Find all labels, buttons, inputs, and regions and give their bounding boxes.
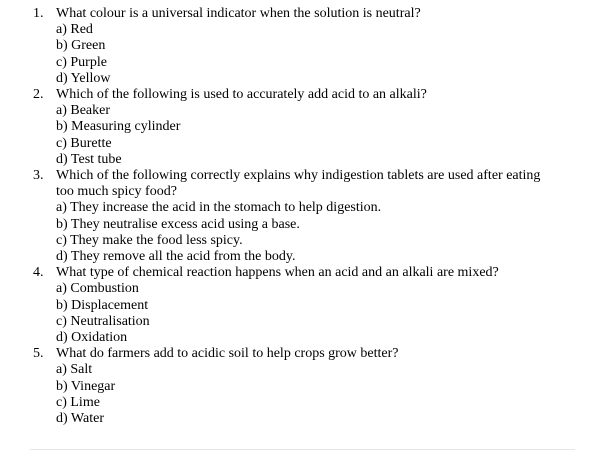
option-list — [0, 200, 602, 265]
option-a: a) Beaker — [56, 103, 111, 119]
option-a: a) Red — [56, 22, 93, 38]
option-d: d) They remove all the acid from the body. — [56, 249, 296, 265]
question-text: Which of the following is used to accurately add acid to an alkali? — [56, 87, 427, 103]
option-list — [0, 362, 602, 427]
option-a: a) Combustion — [56, 281, 139, 297]
option-d: d) Test tube — [56, 151, 122, 167]
option-b: b) Measuring cylinder — [56, 119, 181, 135]
question-number: 5. — [33, 346, 44, 362]
page-divider — [30, 449, 575, 450]
option-list — [0, 103, 602, 168]
question-5 — [0, 346, 602, 427]
question-2 — [0, 87, 602, 168]
option-a: a) They increase the acid in the stomach to help digestion. — [56, 200, 382, 216]
option-c: c) Burette — [56, 135, 112, 151]
question-4-line — [0, 265, 556, 281]
option-b: b) They neutralise excess acid using a base. — [56, 216, 300, 232]
question-5-line — [0, 346, 556, 362]
question-number: 3. — [33, 168, 44, 184]
option-d: d) Oxidation — [56, 330, 128, 346]
quiz-question-list — [0, 6, 602, 427]
option-d: d) Yellow — [56, 70, 111, 86]
option-c: c) They make the food less spicy. — [56, 232, 243, 248]
question-3-line — [0, 168, 556, 200]
option-c: c) Lime — [56, 394, 100, 410]
option-d: d) Water — [56, 411, 104, 427]
option-list — [0, 22, 602, 87]
question-text: What type of chemical reaction happens when an acid and an alkali are mixed? — [56, 265, 499, 281]
question-number: 4. — [33, 265, 44, 281]
question-1-line — [0, 6, 556, 22]
question-2-line — [0, 87, 556, 103]
option-b: b) Green — [56, 38, 106, 54]
option-list — [0, 281, 602, 346]
option-c: c) Neutralisation — [56, 313, 150, 329]
question-3 — [0, 168, 602, 265]
question-number: 2. — [33, 87, 44, 103]
option-b: b) Displacement — [56, 297, 149, 313]
question-4 — [0, 265, 602, 346]
option-c: c) Purple — [56, 54, 107, 70]
question-text: What do farmers add to acidic soil to help crops grow better? — [56, 346, 399, 362]
option-a: a) Salt — [56, 362, 93, 378]
question-text: What colour is a universal indicator when the solution is neutral? — [56, 6, 421, 21]
question-text: Which of the following correctly explains why indigestion tablets are used after eating too much spicy food? — [56, 168, 541, 200]
question-1 — [0, 6, 602, 87]
option-b: b) Vinegar — [56, 378, 116, 394]
question-number: 1. — [33, 6, 44, 21]
